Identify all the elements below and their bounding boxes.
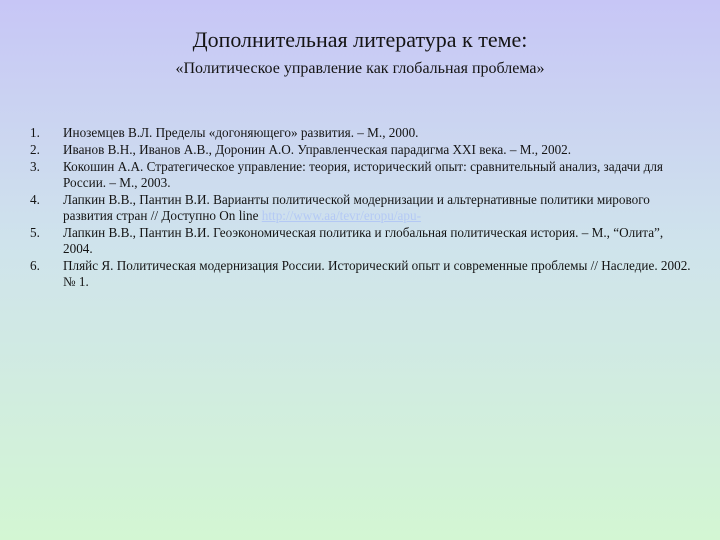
reference-number: 4.	[30, 192, 40, 207]
reference-item	[30, 192, 695, 224]
reference-text: Лапкин В.В., Пантин В.И. Геоэкономическая политика и глобальная политическая история. – М., “Олита”, 2004.	[63, 225, 664, 256]
reference-text: Пляйс Я. Политическая модернизация России. Исторический опыт и современные проблемы // Наследие. 2002. № 1.	[63, 258, 691, 289]
reference-text: Кокошин А.А. Стратегическое управление: теория, исторический опыт: сравнительный анализ, задачи для России. – М., 2003.	[63, 159, 663, 190]
reference-item	[30, 142, 695, 158]
reference-text: Лапкин В.В., Пантин В.И. Варианты политической модернизации и альтернативные политики мирового развития стран // Доступно On line	[63, 192, 650, 223]
slide-title: Дополнительная литература к теме:	[192, 27, 528, 52]
reference-number: 6.	[30, 258, 40, 273]
reference-list	[30, 125, 695, 291]
reference-item	[30, 225, 695, 257]
slide-subtitle: «Политическое управление как глобальная проблема»	[175, 60, 545, 77]
reference-item	[30, 159, 695, 191]
reference-number: 1.	[30, 125, 40, 140]
reference-number: 2.	[30, 142, 40, 157]
reference-item	[30, 258, 695, 290]
reference-item	[30, 125, 695, 141]
reference-number: 3.	[30, 159, 40, 174]
reference-text: Иванов В.Н., Иванов А.В., Доронин А.О. Управленческая парадигма XXI века. – М., 2002.	[63, 142, 572, 157]
reference-text: Иноземцев В.Л. Пределы «догоняющего» развития. – М., 2000.	[63, 125, 419, 140]
online-source-link[interactable]: http://www.aa/tevr/eropu/apu-	[261, 208, 421, 223]
reference-number: 5.	[30, 225, 40, 240]
